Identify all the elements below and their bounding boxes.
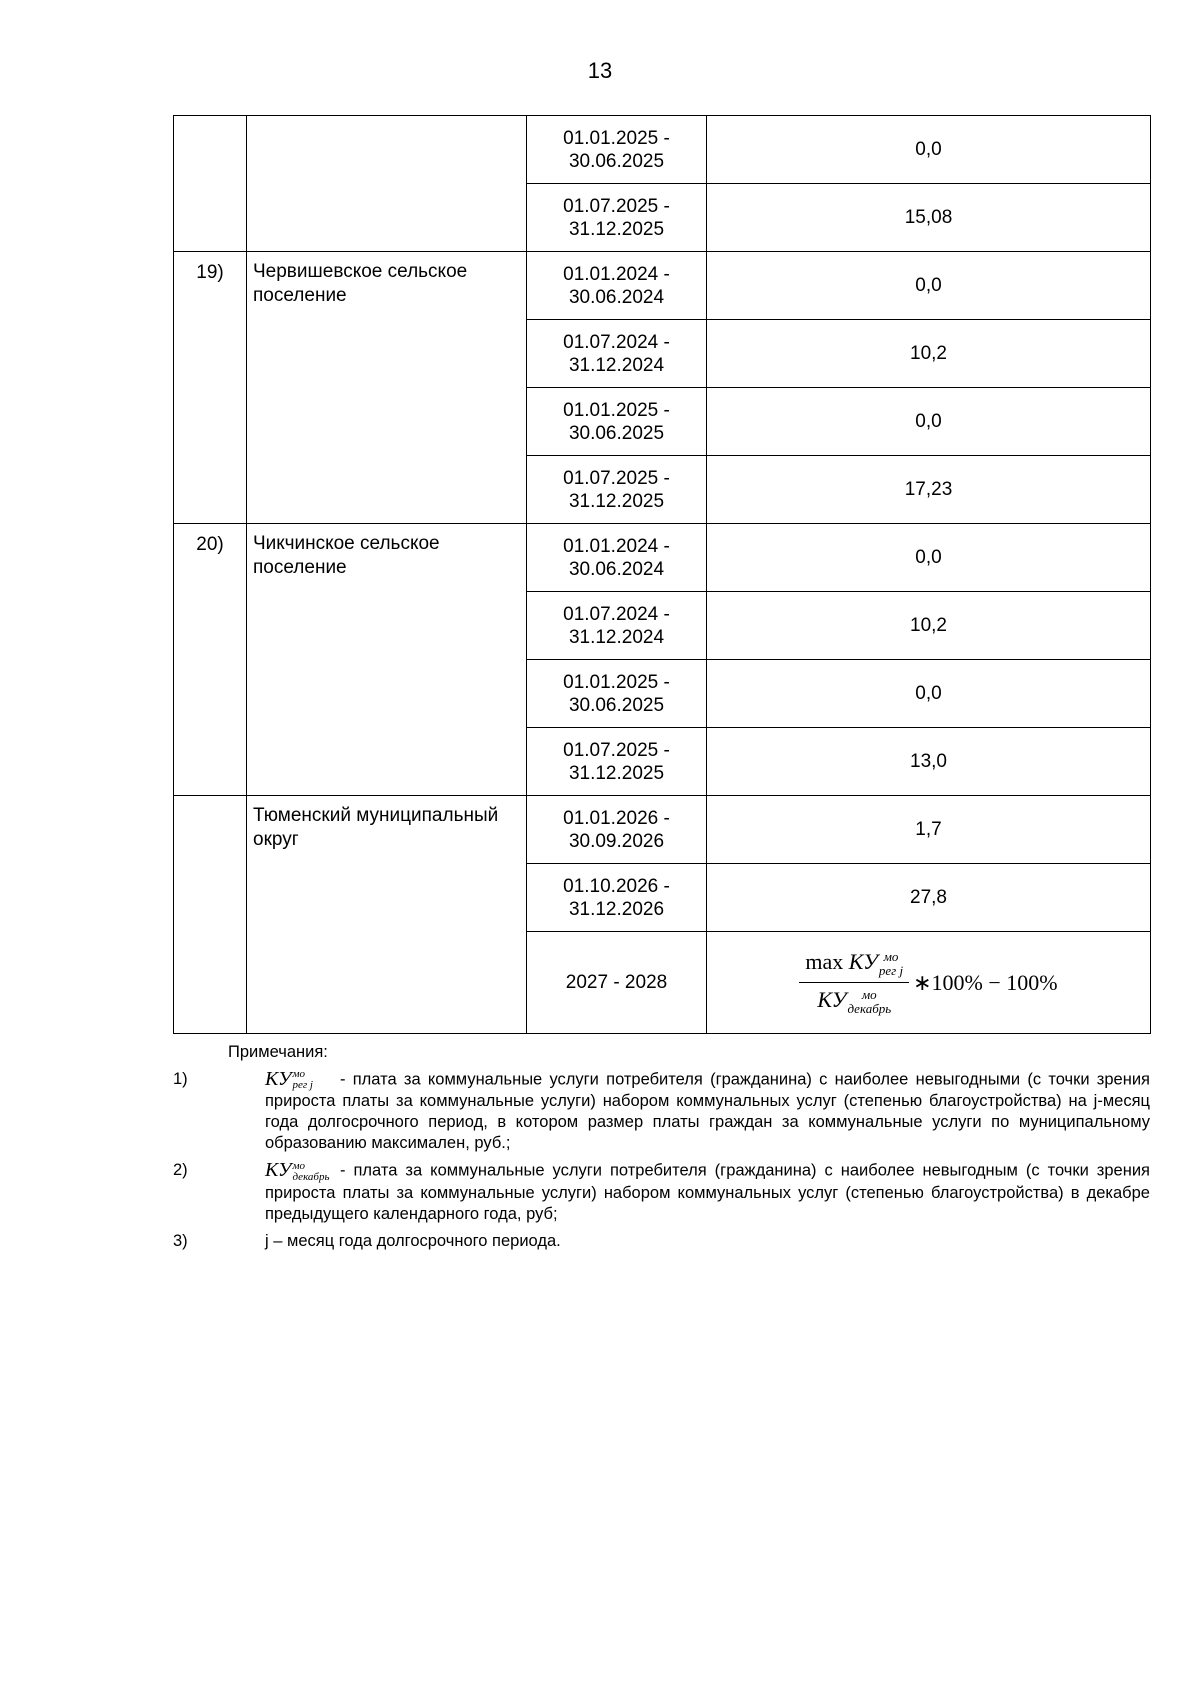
value-cell: 1,7: [707, 796, 1151, 864]
period-cell: 01.07.2025 - 31.12.2025: [527, 184, 707, 252]
note-number: 3): [173, 1231, 188, 1250]
formula-sub: рег j: [878, 963, 904, 978]
formula-numerator: [799, 949, 909, 983]
value-cell: 17,23: [707, 456, 1151, 524]
note-text: - плата за коммунальные услуги потребителя (гражданина) с наиболее невыгодными (с точки зрения прироста платы за коммунальные услуги) набором коммунальных услуг (степенью благоустройства) на j-месяц года долгосрочного период, в котором размер платы граждан за коммунальные услуги по муниципальному образованию максимален, руб.;: [265, 1070, 1150, 1153]
value-cell: 0,0: [707, 252, 1151, 320]
value-cell: 27,8: [707, 864, 1151, 932]
municipality-name: Чикчинское сельское поселение: [247, 524, 527, 796]
formula-symbol: КУ: [848, 949, 878, 975]
period-cell: 01.01.2025 - 30.06.2025: [527, 388, 707, 456]
period-cell: 01.07.2024 - 31.12.2024: [527, 320, 707, 388]
note-item: [173, 1160, 1150, 1224]
period-cell: 01.01.2026 - 30.09.2026: [527, 796, 707, 864]
table-row: [174, 524, 1151, 592]
notes-section: [173, 1042, 1150, 1258]
value-cell: 15,08: [707, 184, 1151, 252]
value-cell: 10,2: [707, 592, 1151, 660]
note-number: 1): [173, 1070, 188, 1088]
value-cell: 13,0: [707, 728, 1151, 796]
note-text: - плата за коммунальные услуги потребителя (гражданина) с наиболее невыгодным (с точки зрения прироста платы за коммунальные услуги) набором коммунальных услуг (степенью благоустройства) в декабре предыдущего календарного года, руб;: [265, 1161, 1150, 1223]
value-cell: 10,2: [707, 320, 1151, 388]
value-cell: 0,0: [707, 116, 1151, 184]
period-cell: 01.01.2024 - 30.06.2024: [527, 524, 707, 592]
notes-title: Примечания:: [228, 1043, 328, 1061]
formula-denominator: [811, 983, 897, 1016]
row-number: 20): [174, 524, 247, 796]
formula: [799, 949, 1057, 1016]
note-symbol: КУ мо декабрь: [265, 1159, 330, 1183]
note-sup: мо: [292, 1159, 306, 1172]
note-sub: декабрь: [292, 1170, 330, 1183]
period-cell: 01.01.2025 - 30.06.2025: [527, 660, 707, 728]
row-number: [174, 796, 247, 1034]
note-symbol: КУ мо рег j: [265, 1068, 313, 1092]
note-item: [173, 1069, 1150, 1154]
note-sup: мо: [292, 1068, 306, 1081]
note-number: 2): [173, 1161, 188, 1180]
formula-sub: декабрь: [847, 1000, 892, 1016]
period-cell: 01.01.2025 - 30.06.2025: [527, 116, 707, 184]
note-text: j – месяц года долгосрочного периода.: [265, 1231, 561, 1250]
formula-symbol: КУ: [817, 987, 847, 1012]
formula-fraction: [799, 949, 909, 1016]
value-cell: 0,0: [707, 524, 1151, 592]
formula-sup: мо: [883, 949, 899, 964]
page-number: 13: [587, 58, 613, 83]
table-row: [174, 252, 1151, 320]
formula-cell: [707, 932, 1151, 1034]
row-number: [174, 116, 247, 252]
period-cell: 01.07.2024 - 31.12.2024: [527, 592, 707, 660]
value-cell: 0,0: [707, 388, 1151, 456]
formula-max: max: [805, 949, 844, 975]
formula-sup: мо: [861, 986, 877, 1002]
municipality-name: [247, 116, 527, 252]
period-cell: 2027 - 2028: [527, 932, 707, 1034]
note-item: [173, 1231, 1150, 1252]
formula-tail: ∗100% − 100%: [913, 969, 1058, 995]
municipality-name: Червишевское сельское поселение: [247, 252, 527, 524]
table-row: [174, 116, 1151, 184]
period-cell: 01.07.2025 - 31.12.2025: [527, 728, 707, 796]
note-sub: рег j: [292, 1079, 313, 1092]
tariff-table: [173, 115, 1151, 1034]
value-cell: 0,0: [707, 660, 1151, 728]
period-cell: 01.01.2024 - 30.06.2024: [527, 252, 707, 320]
row-number: 19): [174, 252, 247, 524]
period-cell: 01.10.2026 - 31.12.2026: [527, 864, 707, 932]
period-cell: 01.07.2025 - 31.12.2025: [527, 456, 707, 524]
table-row: [174, 796, 1151, 864]
municipality-name: Тюменский муниципальный округ: [247, 796, 527, 1034]
